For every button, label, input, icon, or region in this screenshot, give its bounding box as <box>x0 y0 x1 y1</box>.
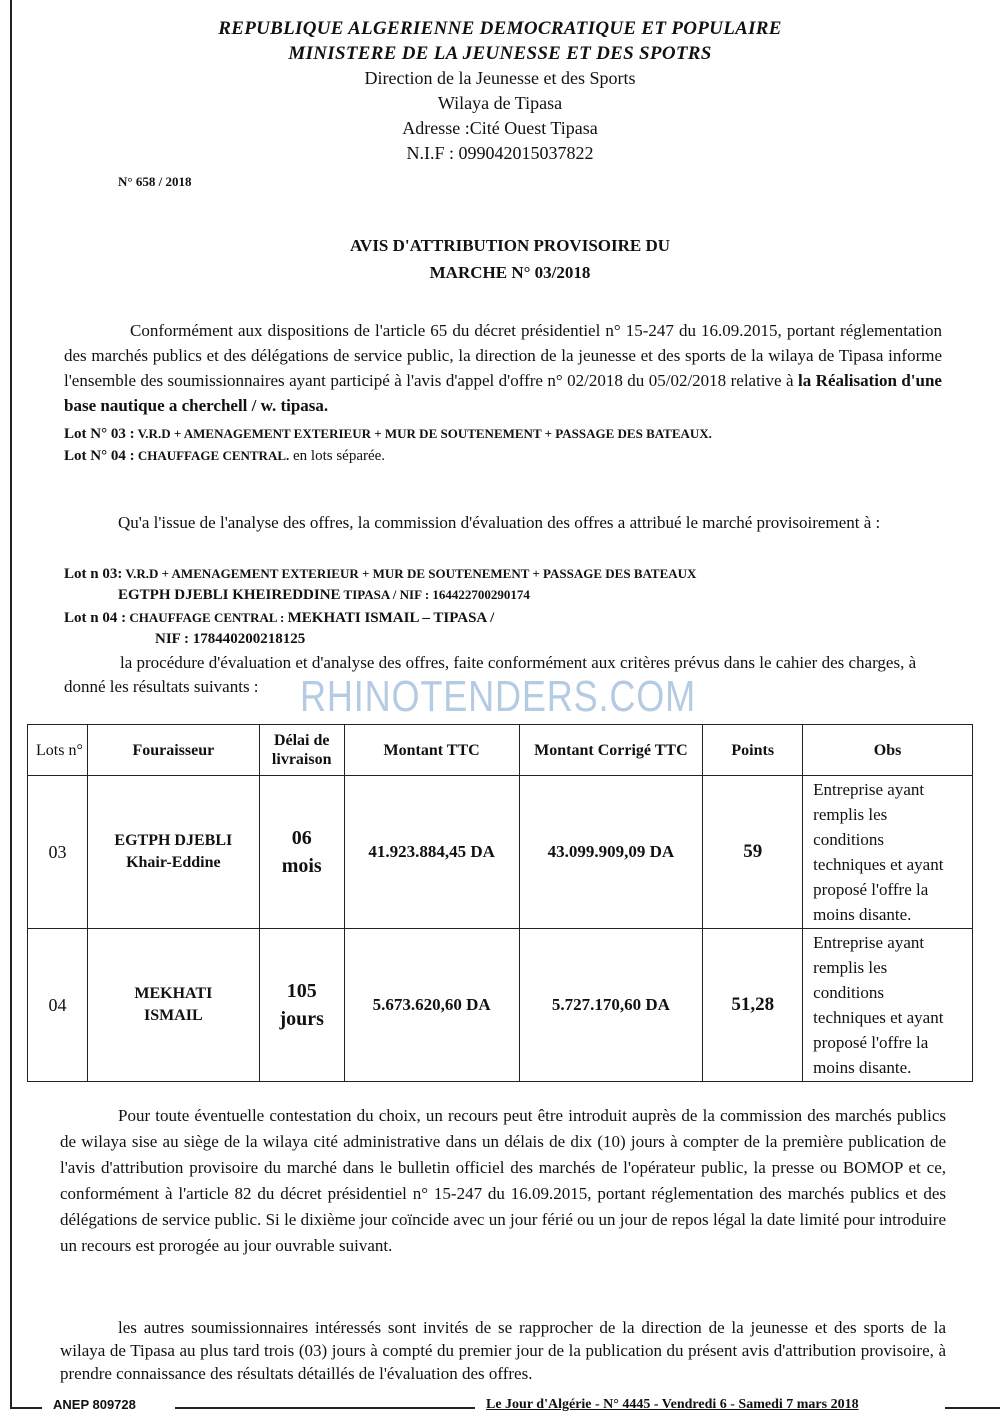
obs-line: proposé l'offre la <box>813 880 929 899</box>
header-wilaya: Wilaya de Tipasa <box>437 93 563 113</box>
obs-line: Entreprise ayant <box>813 780 925 799</box>
attribution-lot-4-nif-line <box>155 629 305 649</box>
recourse-paragraph <box>60 1103 946 1259</box>
page-frame-bottom <box>945 1407 1000 1409</box>
obs-line: conditions <box>813 983 885 1002</box>
attribution-lot-3-winner: EGTPH DJEBLI KHEIREDDINE <box>118 587 341 603</box>
attribution-lot-4-label: Lot n 04 : <box>64 610 127 626</box>
attribution-lot-4 <box>64 608 494 628</box>
footer-journal: Le Jour d'Algérie - N° 4445 - Vendredi 6 - Samedi 7 mars 2018 <box>486 1397 859 1412</box>
cell-lot: 03 <box>28 776 88 929</box>
header-direction: Direction de la Jeunesse et des Sports <box>364 68 636 88</box>
supplier-line: EGTPH DJEBLI <box>114 832 233 849</box>
attribution-text: Qu'a l'issue de l'analyse des offres, la commission d'évaluation des offres a attribué le marché provisoirement à : <box>118 513 881 532</box>
obs-line: moins disante. <box>813 1058 912 1077</box>
results-table <box>27 724 973 1082</box>
header-corrected-amount: Montant Corrigé TTC <box>519 725 703 776</box>
header-amount: Montant TTC <box>344 725 519 776</box>
obs-line: techniques et ayant <box>813 855 944 874</box>
cell-amount: 5.673.620,60 DA <box>344 929 519 1082</box>
delay-value: 06 <box>291 827 312 849</box>
attribution-lot-4-winner: MEKHATI ISMAIL – TIPASA / <box>287 610 495 626</box>
cell-points: 59 <box>703 776 803 929</box>
obs-line: moins disante. <box>813 905 912 924</box>
procedure-text: la procédure d'évaluation et d'analyse des offres, faite conformément aux critères prévus dans le cahier des charges, à donné les résultats suivants : <box>64 653 917 696</box>
document-title <box>0 232 1000 286</box>
supplier-line: ISMAIL <box>143 1007 203 1024</box>
page-frame-left <box>10 0 12 1408</box>
lot-3-text: V.R.D + AMENAGEMENT EXTERIEUR + MUR DE SOUTENEMENT + PASSAGE DES BATEAUX. <box>134 426 712 441</box>
header-republic: REPUBLIQUE ALGERIENNE DEMOCRATIQUE ET POPULAIRE <box>218 18 782 39</box>
title-line-1: AVIS D'ATTRIBUTION PROVISOIRE DU <box>349 236 671 255</box>
document-header <box>0 16 1000 166</box>
table-row <box>28 929 973 1082</box>
cell-amount: 41.923.884,45 DA <box>344 776 519 929</box>
supplier-line: Khair-Eddine <box>126 854 221 871</box>
recourse-text: Pour toute éventuelle contestation du choix, un recours peut être introduit auprès de la commission des marchés publics de wilaya sise au siège de la wilaya cité administrative dans un délais de dix (10) jours à compter de la première publication de l'avis d'attribution provisoire du marché dans le bulletin officiel des marchés de l'opérateur public, la presse ou BOMOP et ce, conformément à l'article 82 du décret présidentiel n° 15-247 du 16.09.2015, portant réglementation des marchés publics et des délégations de service public. Si le dixième jour coïncide avec un jour férié ou un jour de repos légal la date limité pour introduire un recours est prorogée au jour ouvrable suivant. <box>60 1106 946 1255</box>
page-frame-bottom <box>175 1407 475 1409</box>
attribution-lot-4-nif: NIF : 178440200218125 <box>155 631 306 647</box>
table-header-row <box>28 725 973 776</box>
lot-4-text: CHAUFFAGE CENTRAL. <box>134 448 290 463</box>
obs-line: conditions <box>813 830 885 849</box>
obs-line: Entreprise ayant <box>813 933 925 952</box>
delay-value: 105 <box>286 980 317 1002</box>
cell-supplier <box>87 929 259 1082</box>
header-address: Adresse :Cité Ouest Tipasa <box>402 118 598 138</box>
attribution-lot-3-nif: TIPASA / NIF : 164422700290174 <box>340 587 530 602</box>
watermark-text: RHINOTENDERS.COM <box>300 672 696 721</box>
intro-project: la Réalisation d'une base nautique a cherchell / w. tipasa. <box>64 371 942 415</box>
cell-obs <box>803 929 973 1082</box>
cell-corrected-amount: 5.727.170,60 DA <box>519 929 703 1082</box>
obs-line: remplis les <box>813 805 888 824</box>
cell-lot: 04 <box>28 929 88 1082</box>
supplier-line: MEKHATI <box>134 985 213 1002</box>
lot-4-tail: en lots séparée. <box>289 448 386 464</box>
delay-unit: jours <box>279 1008 324 1030</box>
attribution-paragraph <box>64 511 894 535</box>
attribution-lot-3-text: V.R.D + AMENAGEMENT EXTERIEUR + MUR DE SOUTENEMENT + PASSAGE DES BATEAUX <box>122 566 697 581</box>
header-lots: Lots n° <box>28 725 88 776</box>
obs-line: remplis les <box>813 958 888 977</box>
attribution-lot-3-winner-line <box>118 585 530 605</box>
cell-corrected-amount: 43.099.909,09 DA <box>519 776 703 929</box>
header-ministry: MINISTERE DE LA JEUNESSE ET DES SPOTRS <box>288 43 712 64</box>
lot-3-label: Lot N° 03 : <box>64 426 135 442</box>
title-line-2: MARCHE N° 03/2018 <box>429 263 591 282</box>
header-delay: Délai de livraison <box>259 725 344 776</box>
cell-obs <box>803 776 973 929</box>
cell-delay <box>259 776 344 929</box>
cell-supplier <box>87 776 259 929</box>
attribution-lot-4-text: CHAUFFAGE CENTRAL : <box>126 610 288 625</box>
others-paragraph <box>60 1316 946 1385</box>
lot-4-description <box>64 446 385 466</box>
header-supplier: Fouraisseur <box>87 725 259 776</box>
lot-4-label: Lot N° 04 : <box>64 448 135 464</box>
intro-text: Conformément aux dispositions de l'article 65 du décret présidentiel n° 15-247 du 16.09.2015, portant réglementation des marchés publics et des délégations de service public, la direction de la jeunesse et des sports de la wilaya de Tipasa informe l'ensemble des soumissionnaires ayant participé à l'avis d'appel d'offre n° 02/2018 du 05/02/2018 relative à <box>64 321 942 390</box>
obs-line: proposé l'offre la <box>813 1033 929 1052</box>
document-reference: N° 658 / 2018 <box>118 174 192 189</box>
lot-3-description <box>64 424 712 444</box>
header-points: Points <box>703 725 803 776</box>
cell-delay <box>259 929 344 1082</box>
delay-unit: mois <box>281 855 322 877</box>
others-text: les autres soumissionnaires intéressés sont invités de se rapprocher de la direction de la jeunesse et des sports de la wilaya de Tipasa au plus tard trois (03) jours à compté du premier jour de la publication du présent avis d'attribution provisoire, à prendre connaissance des résultats détaillés de l'évaluation des offres. <box>60 1318 946 1383</box>
obs-line: techniques et ayant <box>813 1008 944 1027</box>
table-row <box>28 776 973 929</box>
intro-paragraph <box>64 318 942 418</box>
header-obs: Obs <box>803 725 973 776</box>
cell-points: 51,28 <box>703 929 803 1082</box>
attribution-lot-3 <box>64 564 696 584</box>
footer-anep: ANEP 809728 <box>53 1397 136 1412</box>
page-frame-bottom <box>10 1407 42 1409</box>
header-nif: N.I.F : 099042015037822 <box>406 143 594 163</box>
attribution-lot-3-label: Lot n 03: <box>64 566 123 582</box>
